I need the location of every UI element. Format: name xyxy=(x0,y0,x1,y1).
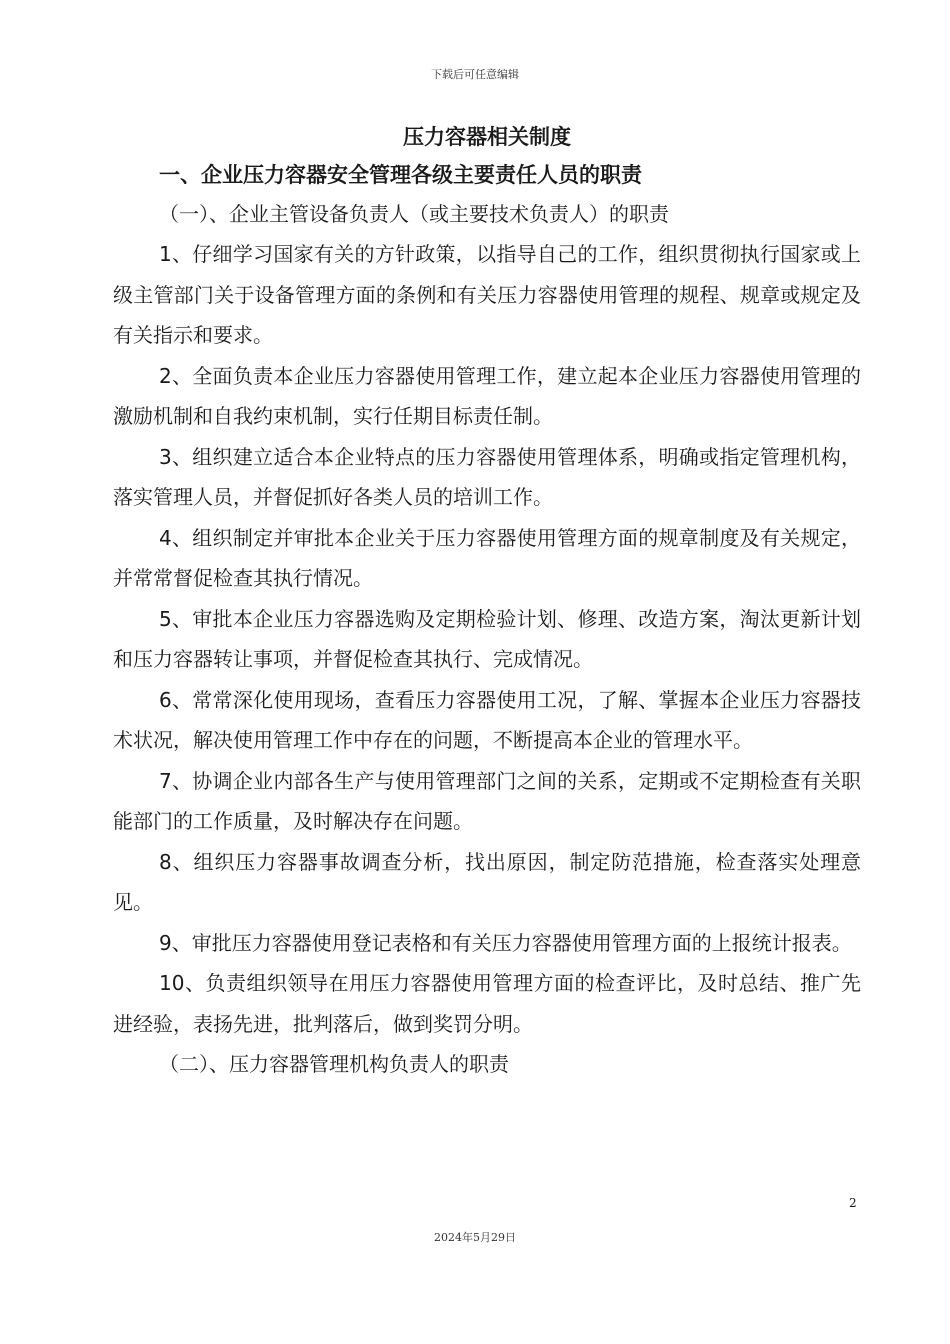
paragraph-2: 2、全面负责本企业压力容器使用管理工作，建立起本企业压力容器使用管理的激励机制和自我约束机制，实行任期目标责任制。 xyxy=(113,363,861,428)
subsection-heading-1: （一）、企业主管设备负责人（或主要技术负责人）的职责 xyxy=(159,202,669,226)
paragraph-5: 5、审批本企业压力容器选购及定期检验计划、修理、改造方案，淘汰更新计划和压力容器转让事项，并督促检查其执行、完成情况。 xyxy=(113,606,861,671)
page-header: 下载后可任意编辑 xyxy=(431,68,519,81)
paragraph-4: 4、组织制定并审批本企业关于压力容器使用管理方面的规章制度及有关规定，并常常督促检查其执行情况。 xyxy=(113,525,861,590)
paragraph-10: 10、负责组织领导在用压力容器使用管理方面的检查评比，及时总结、推广先进经验，表扬先进，批判落后，做到奖罚分明。 xyxy=(113,971,861,1036)
subsection-heading-2: （二）、压力容器管理机构负责人的职责 xyxy=(159,1052,509,1076)
paragraph-8: 8、组织压力容器事故调查分析，找出原因，制定防范措施，检查落实处理意见。 xyxy=(113,849,861,914)
page-footer-date: 2024年5月29日 xyxy=(434,1231,516,1244)
page-number: 2 xyxy=(849,1196,857,1210)
paragraph-6: 6、常常深化使用现场，查看压力容器使用工况，了解、掌握本企业压力容器技术状况，解决使用管理工作中存在的问题，不断提高本企业的管理水平。 xyxy=(113,687,861,752)
document-title: 压力容器相关制度 xyxy=(403,125,571,149)
section-heading: 一、企业压力容器安全管理各级主要责任人员的职责 xyxy=(159,163,642,187)
paragraph-1: 1、仔细学习国家有关的方针政策，以指导自己的工作，组织贯彻执行国家或上级主管部门关于设备管理方面的条例和有关压力容器使用管理的规程、规章或规定及有关指示和要求。 xyxy=(113,242,861,347)
paragraph-7: 7、协调企业内部各生产与使用管理部门之间的关系，定期或不定期检查有关职能部门的工作质量，及时解决存在问题。 xyxy=(113,768,861,833)
paragraph-3: 3、组织建立适合本企业特点的压力容器使用管理体系，明确或指定管理机构，落实管理人员，并督促抓好各类人员的培训工作。 xyxy=(113,444,861,509)
paragraph-9: 9、审批压力容器使用登记表格和有关压力容器使用管理方面的上报统计报表。 xyxy=(159,930,852,955)
document-body xyxy=(113,118,861,1084)
